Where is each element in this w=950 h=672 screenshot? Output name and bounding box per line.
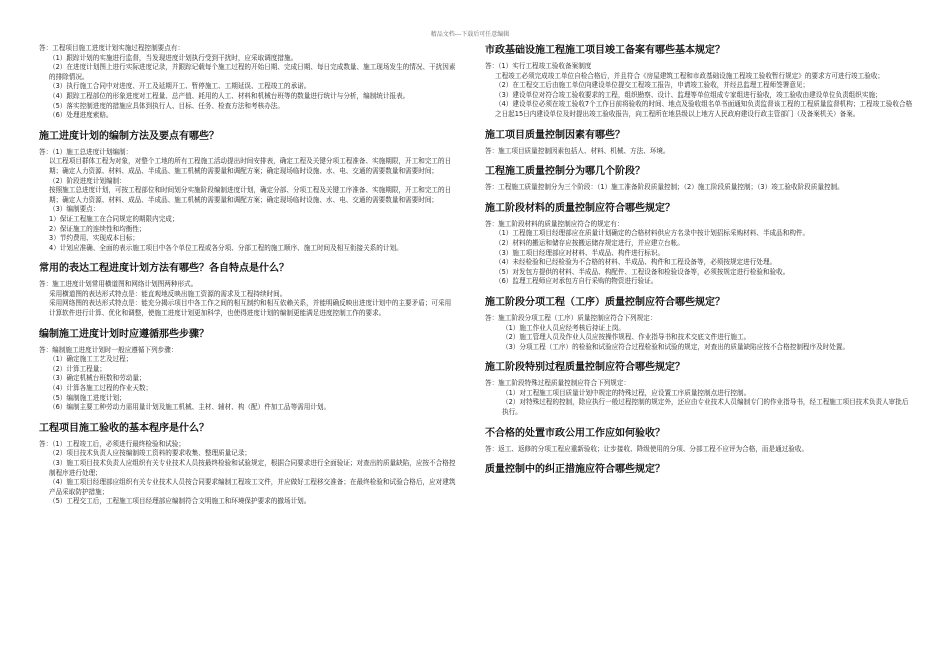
paragraph: （2）在进度计划图上进行实际进度记录，并跟踪记载每个施工过程的开始日期、完成日期、每日完成数量、施工现场发生的情况、干扰因素的排除情况。	[49, 63, 456, 81]
paragraph: （5）工程交工后，工程施工项目经理部应编制符合文明施工和环境保护要求的撤场计划。	[49, 497, 311, 506]
paragraph: （3）施工项目经理部应对材料、半成品、构件进行标识。	[495, 248, 665, 257]
paragraph: （4）建设单位必须在竣工验收7个工作日前将验收的时间、地点及验收组名单书面通知负责监督该工程的工程质量监督机构；工程竣工验收合格之日起15日内建设单位及时提出竣工验收报告，向工程所在地县级以上地方人民政府建设行政主管部门（及备案机关）备案。	[495, 100, 913, 118]
paragraph: （2）在工程交工后由施工单位向建设单位提交工程竣工报告，申请竣工验收，并经总监理工程师签署意见；	[495, 81, 810, 90]
paragraph: （2）项目技术负责人应按编制竣工资料的要求收集、整理质量记录；	[49, 449, 252, 458]
paragraph: 4）计划应准确、全面的表示施工项目中各个单位工程或各分项、分部工程的施工顺序、施工时间及相互衔接关系的计划。	[49, 243, 403, 252]
section-heading: 工程施工质量控制分为哪几个阶段？	[485, 166, 645, 178]
paragraph: （2）施工管理人员及作业人员应按操作规程、作业指导书和技术交底文件进行施工。	[502, 333, 751, 342]
paragraph: 2）保证施工的连续性和均衡性；	[49, 224, 146, 233]
section-heading: 工程项目施工验收的基本程序是什么？	[39, 422, 209, 434]
paragraph: 答：施工阶段材料的质量控制应符合的规定有：	[485, 219, 624, 228]
paragraph: （3）分项工程（工序）的检验和试验应符合过程检验和试验的规定，对查出的质量缺陷应按不合格控制程序及时处置。	[502, 342, 850, 351]
left-column	[39, 44, 457, 507]
paragraph: （1）跟踪计划的实施进行监督，当发现进度计划执行受到干扰时，应采取调度措施。	[49, 53, 298, 62]
page-header-note: 精品文档---下载后可任意编辑	[430, 31, 510, 38]
paragraph: （4）施工项目经理部应组织有关专业技术人员按合同要求编制工程竣工文件，并应做好工程移交准备；在最终检验和试验合格后，应对建筑产品采取防护措施；	[49, 478, 456, 496]
paragraph: 按照施工总进度计划，可按工程部位和时间划分实施阶段编制进度计划，确定分部、分项工程及关键工序准备、实施期限，开工和完工的日期；确定人力资源、材料、成品、半成品、施工机械的需要量和调配方案；确定现场临时设施、水、电、交通的需要数量和需要时间；	[49, 186, 452, 204]
paragraph: （5）编制施工进度计划；	[49, 393, 126, 402]
paragraph: 答：工程项目施工进度计划实施过程控制要点有：	[39, 44, 185, 52]
paragraph: 答：工程施工质量控制分为三个阶段：（1）施工准备阶段质量控制；（2）施工阶段质量控制；（3）竣工验收阶段质量控制。	[485, 183, 844, 192]
paragraph: 1）保证工程施工在合同规定的期限内完成；	[49, 214, 179, 223]
paragraph: （4）跟踪工程部位的形象进度对工程量、总产值、耗用的人工、材料和机械台班等的数量进行统计与分析，编制统计报表。	[49, 91, 410, 100]
paragraph: （2）材料的搬运和储存应按搬运储存规定进行，并应建立台帐。	[495, 238, 684, 247]
paragraph: （2）计算工程量；	[49, 364, 106, 373]
section-heading: 施工项目质量控制因素有哪些？	[485, 129, 625, 141]
paragraph: 3）节约费用、实现成本目标；	[49, 234, 139, 243]
paragraph: （1）施工作业人员应经考核后持证上岗。	[502, 323, 625, 332]
section-heading: 施工进度计划的编制方法及要点有哪些？	[39, 130, 219, 142]
paragraph: 以工程项目群体工程为对象，对整个工地的所有工程施工活动提出时间安排表，确定工程及关键分项工程准备、实施期限，开工和完工的日期；确定人力资源、材料、成品、半成品、施工机械的需要量和调配方案；确定现场临时设施、水、电、交通的需要数量和需要时间；	[49, 157, 452, 175]
paragraph: （1）工程施工项目经理部应在质量计划确定的合格材料供应方名录中按计划招标采购材料、半成品和构件。	[495, 229, 810, 238]
paragraph: （6）监理工程师应对承包方自行采购的物资进行验证。	[495, 277, 658, 286]
paragraph: 答：编制施工进度计划时一般应遵循下列步骤：	[39, 345, 178, 354]
section-heading: 常用的表达工程进度计划方法有哪些？各自特点是什么？	[39, 263, 289, 275]
paragraph: 答：施工进度计划常用横道图和网络计划图两种形式。	[39, 280, 198, 289]
paragraph: （5）落实控制进度的措施应具体到执行人、目标、任务、检查方法和考核办法。	[49, 101, 284, 110]
section-heading: 施工阶段分项工程（工序）质量控制应符合哪些规定？	[485, 296, 725, 308]
paragraph: 答：施工阶段特殊过程质量控制应符合下列规定：	[485, 379, 631, 388]
paragraph: （3）施工项目技术负责人应组织有关专业技术人员按最终检验和试验规定，根据合同要求进行全面验证；对查出的质量缺陷，应按不合格控制程序进行处理；	[49, 459, 456, 477]
paragraph: （4）未经检验和已经检验为不合格的材料、半成品、构件和工程设备等，必须按规定进行处理。	[495, 258, 777, 267]
paragraph: 答：返工、返修的分项工程应重新验收；让步接收、降级使用的分项、分部工程不应评为合格，而是通过验收。	[485, 444, 809, 453]
section-heading: 不合格的处置市政公用工作应如何验收？	[485, 427, 665, 439]
paragraph: （5）对发包方提供的材料、半成品、构配件、工程设备和检验设备等，必须按规定进行检验和验收。	[495, 267, 790, 276]
paragraph: 答：施工项目质量控制因素包括人、材料、机械、方法、环境。	[485, 146, 670, 155]
paragraph: （2）阶段进度计划编制：	[49, 176, 126, 185]
paragraph: （1）对工程施工项目质量计划中规定的特殊过程，应设置工序质量控制点进行控制。	[502, 388, 751, 397]
section-heading: 编制施工进度计划时应遵循那些步骤？	[39, 328, 209, 340]
paragraph: 答：施工阶段分项工程（工序）质量控制应符合下列规定：	[485, 313, 657, 322]
paragraph: （3）建设单位对符合竣工验收要求的工程，组织勘察、设计、监理等单位组成专家组进行验收，竣工验收由建设单位负责组织实施；	[495, 90, 882, 99]
paragraph: （3）执行施工合同中对进度、开工及延期开工、暂停施工、工期延误、工程竣工的承诺。	[49, 82, 311, 91]
right-column	[485, 44, 913, 481]
section-heading: 施工阶段特别过程质量控制应符合哪些规定？	[485, 362, 685, 374]
section-heading: 市政基础设施工程施工项目竣工备案有哪些基本规定？	[485, 45, 725, 56]
paragraph: （6）编制主要工种劳动力需用量计划及施工机械、主材、辅材、构（配）件加工品等需用计划。	[49, 403, 331, 412]
section-heading: 施工阶段材料的质量控制应符合哪些规定？	[485, 202, 675, 214]
paragraph: （4）计算各施工过程的作业天数；	[49, 384, 153, 393]
paragraph: （2）对特殊过程的控制，除应执行一般过程控制的规定外，还应由专业技术人员编制专门的作业指导书，经工程施工项目技术负责人审批后执行。	[502, 398, 909, 417]
paragraph: 采用横道图的表达形式特点是：能直观地反映出施工资源的需求及工程持续时间。	[49, 289, 287, 298]
paragraph: （1）确定施工工艺及过程；	[49, 355, 133, 364]
paragraph: （6）处理进度索赔。	[49, 111, 113, 120]
paragraph: （3）确定机械台班数和劳动量；	[49, 374, 146, 383]
paragraph: （3）编制要点：	[49, 205, 100, 214]
paragraph: 答：（1）工程竣工后，必须进行最终检验和试验；	[39, 439, 185, 448]
paragraph: 工程竣工必须完成竣工单位自检合格后，并且符合《房屋建筑工程和市政基础设施工程竣工验收暂行规定》的要求方可进行竣工验收；	[495, 71, 885, 80]
paragraph: 答：（1）施工总进度计划编制：	[39, 147, 133, 156]
paragraph: 采用网络图的表达形式特点是：能充分揭示项目中各工作之间的相互制约和相互依赖关系，并能明确反映出进度计划中的主要矛盾；可采用计算软件进行计算、优化和调整，使施工进度计划更加科学，也使得进度计划的编制更能满足进度控制工作的要求。	[49, 299, 452, 318]
paragraph: 答：（1）实行工程竣工验收备案制度	[485, 62, 592, 70]
section-heading: 质量控制中的纠正措施应符合哪些规定？	[485, 464, 665, 476]
